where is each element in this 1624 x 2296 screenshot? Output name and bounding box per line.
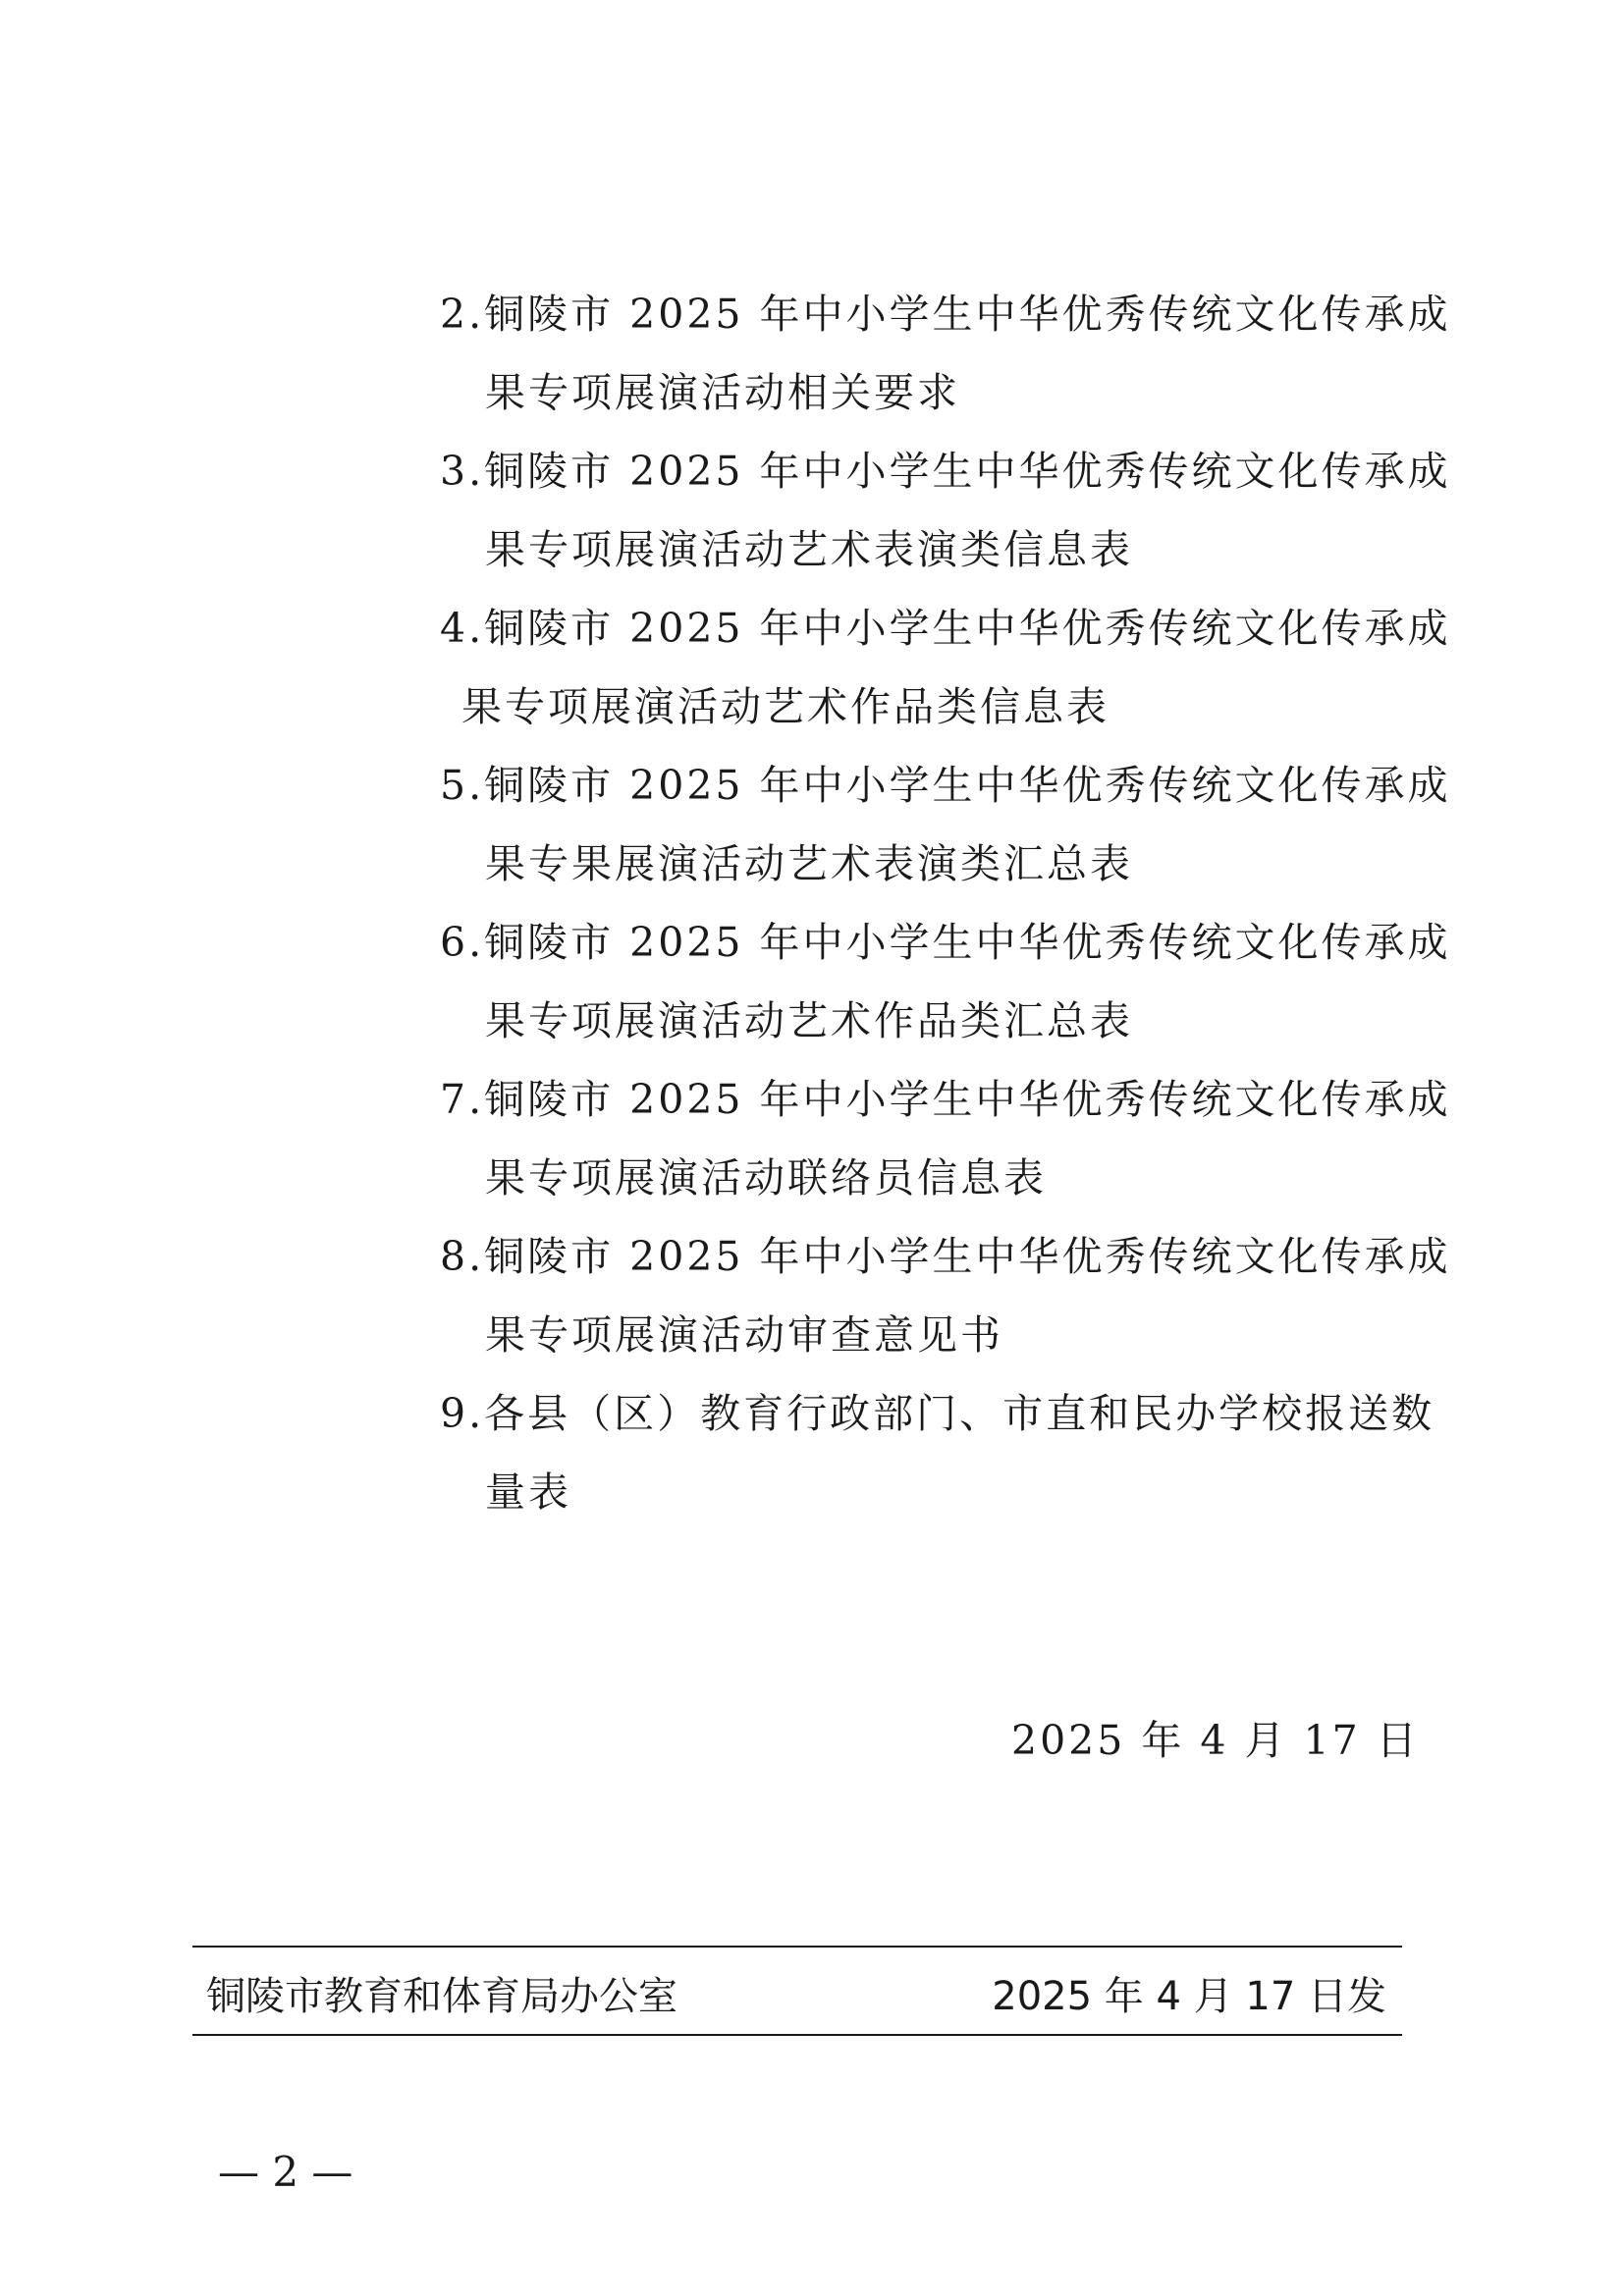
attachment-item-7 — [440, 1060, 1461, 1217]
attachment-item-line: 果专项展演活动艺术表演类信息表 — [485, 526, 1133, 573]
attachment-item-line: 6.铜陵市 2025 年中小学生中华优秀传统文化传承成 — [440, 919, 1451, 966]
issue-date: 2025 年 4 月 17 日发 — [992, 1974, 1386, 2019]
signature-date: 2025 年 4 月 17 日 — [1011, 1717, 1420, 1764]
attachment-item-line: 量表 — [485, 1468, 571, 1516]
attachment-item-line: 果专项展演活动审查意见书 — [485, 1311, 1003, 1359]
attachment-item-2 — [440, 275, 1461, 432]
attachment-item-line: 果专果展演活动艺术表演类汇总表 — [485, 840, 1133, 887]
attachment-item-6 — [440, 903, 1461, 1060]
attachment-item-line: 果专项展演活动联络员信息表 — [485, 1154, 1047, 1201]
attachment-item-line: 3.铜陵市 2025 年中小学生中华优秀传统文化传承成 — [440, 448, 1451, 495]
attachment-item-line: 4.铜陵市 2025 年中小学生中华优秀传统文化传承成 — [440, 605, 1451, 652]
attachment-item-line: 果专项展演活动相关要求 — [485, 369, 960, 416]
attachment-item-line: 8.铜陵市 2025 年中小学生中华优秀传统文化传承成 — [440, 1233, 1451, 1280]
attachment-item-line: 5.铜陵市 2025 年中小学生中华优秀传统文化传承成 — [440, 762, 1451, 809]
attachment-item-line: 7.铜陵市 2025 年中小学生中华优秀传统文化传承成 — [440, 1076, 1451, 1123]
attachment-item-5 — [440, 746, 1461, 903]
attachment-item-8 — [440, 1217, 1461, 1374]
attachment-item-4 — [440, 589, 1461, 746]
issuance-footer — [192, 1946, 1402, 2036]
attachment-item-line: 果专项展演活动艺术作品类汇总表 — [485, 997, 1133, 1044]
attachment-list — [440, 275, 1461, 1531]
attachment-item-9 — [440, 1374, 1461, 1531]
page-number: — 2 — — [218, 2148, 353, 2196]
attachment-item-3 — [440, 432, 1461, 589]
attachment-item-line: 9.各县（区）教育行政部门、市直和民办学校报送数 — [440, 1390, 1435, 1437]
issuer-name: 铜陵市教育和体育局办公室 — [206, 1974, 677, 2019]
attachment-item-line: 2.铜陵市 2025 年中小学生中华优秀传统文化传承成 — [440, 291, 1451, 338]
attachment-item-line: 果专项展演活动艺术作品类信息表 — [461, 683, 1110, 730]
